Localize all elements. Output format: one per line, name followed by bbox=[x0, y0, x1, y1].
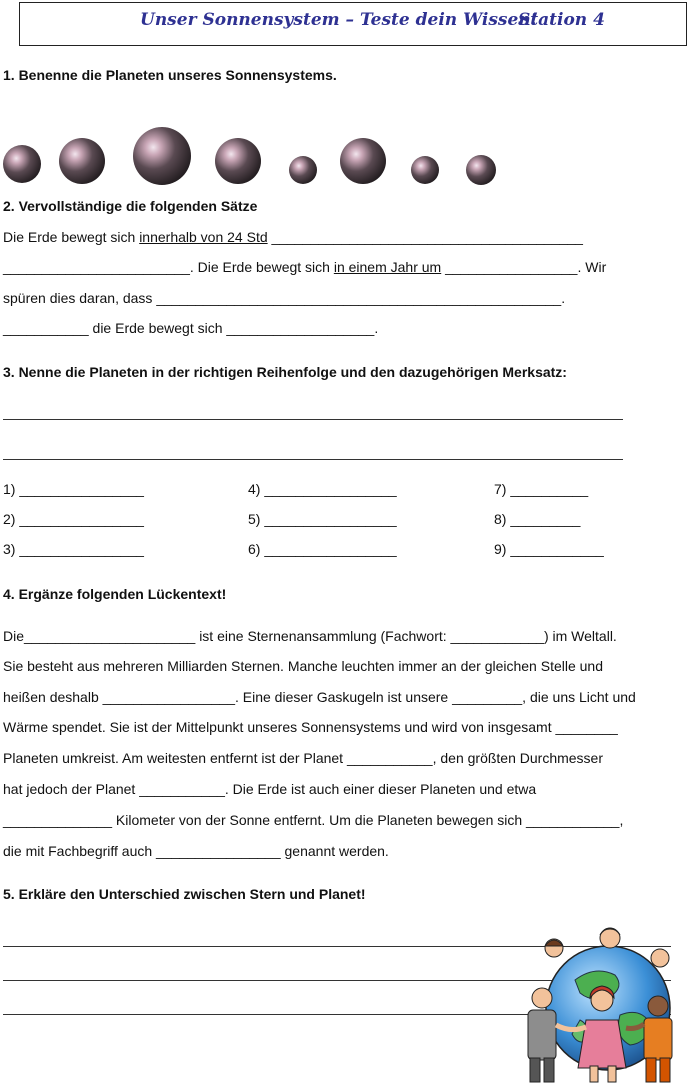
question-5-heading: 5. Erkläre den Unterschied zwischen Stern und Planet! bbox=[3, 886, 366, 902]
cloze-line-5[interactable]: Planeten umkreist. Am weitesten entfernt ist der Planet ___________, den größten Durchmesser bbox=[3, 750, 604, 766]
worksheet-title: Unser Sonnensystem – Teste dein Wissen! bbox=[140, 10, 539, 30]
q2-line2-blank[interactable]: _________________. Wir bbox=[441, 259, 607, 275]
planet-4-image bbox=[215, 138, 261, 184]
q2-line2-text[interactable]: ________________________. Die Erde bewegt sich bbox=[3, 259, 334, 275]
q2-line2-underlined: in einem Jahr um bbox=[333, 259, 442, 275]
planet-6-image bbox=[340, 138, 386, 184]
cloze-line-3[interactable]: heißen deshalb _________________. Eine dieser Gaskugeln ist unsere _________, die uns Licht und bbox=[3, 689, 636, 705]
answer-line-1[interactable] bbox=[3, 419, 623, 420]
planet-blank-7[interactable]: 7) __________ bbox=[494, 481, 589, 497]
planet-7-image bbox=[411, 156, 439, 184]
planet-blank-4[interactable]: 4) _________________ bbox=[248, 481, 397, 497]
planet-blank-6[interactable]: 6) _________________ bbox=[248, 541, 397, 557]
q2-sentence-1 bbox=[3, 229, 583, 245]
planet-blank-8[interactable]: 8) _________ bbox=[494, 511, 581, 527]
cloze-line-4[interactable]: Wärme spendet. Sie ist der Mittelpunkt unseres Sonnensystems und wird von insgesamt ________ bbox=[3, 719, 618, 735]
cloze-line-2: Sie besteht aus mehreren Milliarden Sternen. Manche leuchten immer an der gleichen Stelle und bbox=[3, 658, 604, 674]
q2-line1-underlined: innerhalb von 24 Std bbox=[139, 229, 268, 245]
planet-blank-2[interactable]: 2) ________________ bbox=[3, 511, 144, 527]
question-2-heading: 2. Vervollständige die folgenden Sätze bbox=[3, 198, 258, 214]
header-box bbox=[19, 2, 687, 46]
q2-sentence-3[interactable]: spüren dies daran, dass ____________________________________________________. bbox=[3, 290, 566, 306]
planet-blank-9[interactable]: 9) ____________ bbox=[494, 541, 604, 557]
question-3-heading: 3. Nenne die Planeten in der richtigen Reihenfolge und den dazugehörigen Merksatz: bbox=[3, 364, 567, 380]
q2-line1-blank[interactable]: ________________________________________ bbox=[267, 229, 583, 245]
planet-images bbox=[0, 118, 688, 198]
cloze-line-7[interactable]: ______________ Kilometer von der Sonne entfernt. Um die Planeten bewegen sich ____________, bbox=[3, 812, 624, 828]
cloze-line-8[interactable]: die mit Fachbegriff auch ________________ genannt werden. bbox=[3, 843, 389, 859]
planet-3-image bbox=[133, 127, 191, 185]
question-4-heading: 4. Ergänze folgenden Lückentext! bbox=[3, 586, 227, 602]
planet-2-image bbox=[59, 138, 105, 184]
planet-8-image bbox=[466, 155, 496, 185]
q2-sentence-2 bbox=[3, 259, 606, 275]
children-globe-clipart bbox=[520, 920, 682, 1085]
planet-blank-5[interactable]: 5) _________________ bbox=[248, 511, 397, 527]
cloze-line-1[interactable]: Die______________________ ist eine Sternenansammlung (Fachwort: ____________) im Weltall. bbox=[3, 628, 617, 644]
planet-blank-3[interactable]: 3) ________________ bbox=[3, 541, 144, 557]
planet-1-image bbox=[3, 145, 41, 183]
planet-5-image bbox=[289, 156, 317, 184]
question-1-heading: 1. Benenne die Planeten unseres Sonnensystems. bbox=[3, 67, 337, 83]
answer-line-2[interactable] bbox=[3, 459, 623, 460]
station-label: Station 4 bbox=[518, 10, 605, 30]
cloze-line-6[interactable]: hat jedoch der Planet ___________. Die Erde ist auch einer dieser Planeten und etwa bbox=[3, 781, 537, 797]
q2-sentence-4[interactable]: ___________ die Erde bewegt sich ___________________. bbox=[3, 320, 379, 336]
q2-line1-text: Die Erde bewegt sich bbox=[3, 229, 140, 245]
planet-blank-1[interactable]: 1) ________________ bbox=[3, 481, 144, 497]
